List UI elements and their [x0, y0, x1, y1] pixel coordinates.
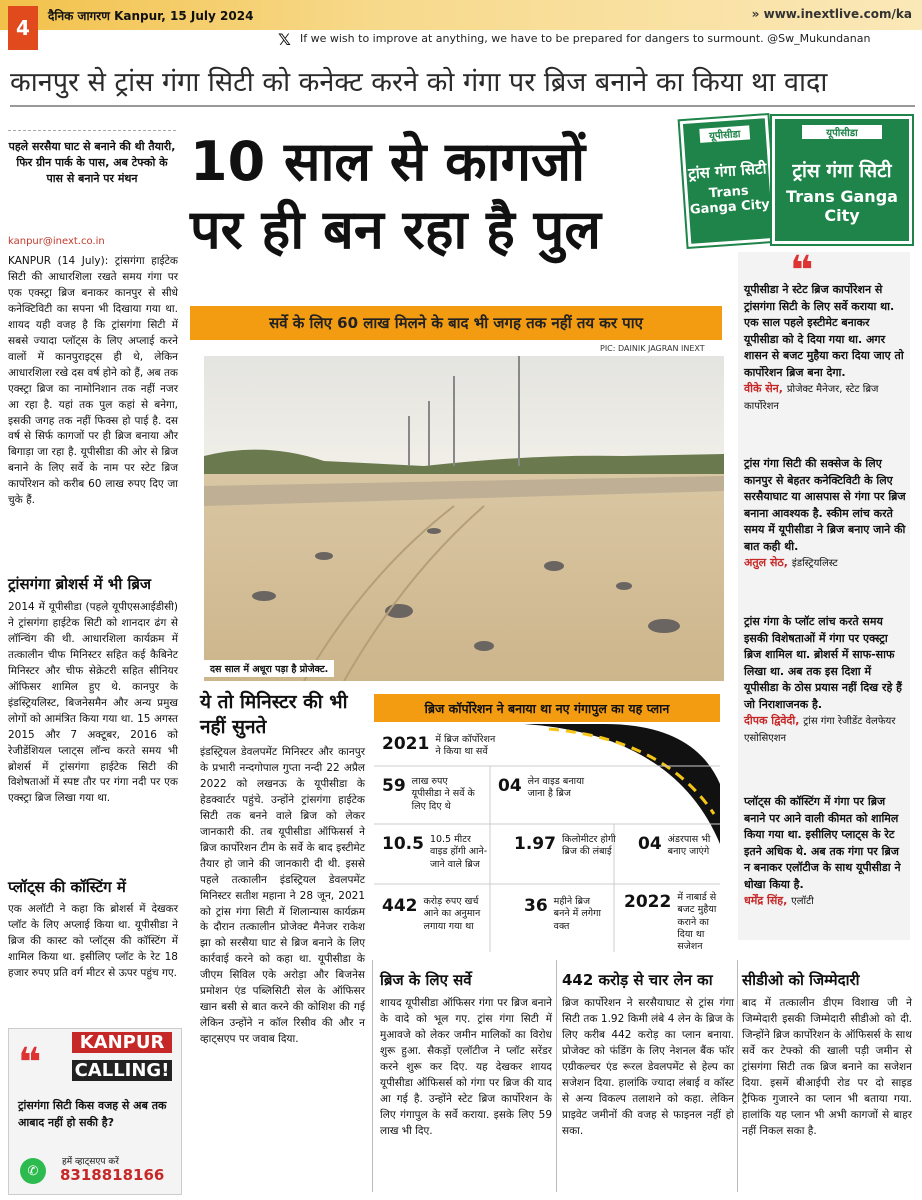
- plan-stat: [382, 776, 478, 813]
- photo-credit: PIC: DAINIK JAGRAN INEXT: [600, 344, 705, 353]
- article-para-3: एक अलॉटी ने कहा कि ब्रोशर्स में देखकर प्लॉट के लिए अप्लाई किया था. यूपीसीडा ने ब्रिज की कास्ट को प्लॉट्स की कॉस्टिंग में शामिल किया था. इसीलिए प्लॉट के रेट 18 हजार रुपए प्रति वर्ग मीटर से ऊपर पहुंच गए.: [8, 903, 178, 979]
- whatsapp-icon: ✆: [20, 1158, 46, 1184]
- plan-stat: [524, 896, 606, 933]
- quote-name: अतुल सेठ,: [744, 556, 788, 569]
- main-subhead: सर्वे के लिए 60 लाख मिलने के बाद भी जगह तक नहीं तय कर पाए: [190, 306, 722, 340]
- plan-stat: [624, 892, 727, 954]
- quote-block: [744, 794, 906, 910]
- column-divider: [737, 960, 738, 1192]
- masthead: दैनिक जागरण Kanpur, 15 July 2024: [48, 9, 254, 23]
- quote-text: प्लॉट्स की कॉस्टिंग में गंगा पर ब्रिज बनाने पर आने वाली कीमत को शामिल किया गया था. इसीलिए प्लाट्स के रेट इतने अधिक थे. अब तक गंगा पर ब्रिज न बनाकर एलॉटीज के साथ यूपीसीडा ने धोखा किया है.: [744, 795, 901, 891]
- quote-text: यूपीसीडा ने स्टेट ब्रिज कार्पोरेशन से ट्रांसगंगा सिटी के लिए सर्वे कराया था. एक साल पहले इस्टीमेट बनाकर यूपीसीडा को दे दिया गया था. अगर शासन से बजट मुहैया करा दिया जाए तो कार्पोरेशन ब्रिज बना देगा.: [744, 283, 904, 379]
- plan-stat: [498, 776, 594, 801]
- quote-line: If we wish to improve at anything, we have to be prepared for dangers to surmount. @Sw_Mukundanan: [300, 32, 871, 45]
- cdo-article: बाद में तत्कालीन डीएम विशाख जी ने जिम्मेदारी इसकी जिम्मेदारी सीडीओ को दी. जिन्होंने ब्रिज कार्पोरेशन के ऑफिसर्स के साथ सर्वे कर टेफ्को की खाली पड़ी जमीन से ट्रांसगंगा सिटी तक ब्रिज बनाने का सजेशन दिया. इसमें बीआईपी रोड पर दो साइड ट्रैफिक गुजारने का प्लान भी बताया गया. हालांकि यह प्लान भी अभी कागजों से बाहर नहीं निकल सका है.: [742, 997, 912, 1137]
- plan-infobox: [374, 724, 720, 952]
- cdo-heading: सीडीओ को जिम्मेदारी: [742, 971, 860, 989]
- site-photo: [204, 356, 724, 681]
- whatsapp-label: हमें व्हाट्सएप करें: [62, 1157, 119, 1167]
- email-link[interactable]: kanpur@inext.co.in: [8, 236, 105, 247]
- stat-label: में ब्रिज कॉर्पोरेशन ने किया था सर्वे: [435, 734, 496, 758]
- stat-number: 2021: [382, 734, 430, 754]
- quote-text: ट्रांस गंगा के प्लॉट लांच करते समय इसकी विशेषताओं में गंगा पर एक्स्ट्रा ब्रिज शामिल था. ब्रोशर्स में साफ-साफ लिखा था. अब तक इस दिशा में यूपीसीडा के ठोस प्रयास नहीं दिख रहे हैं जो निराशाजनक है.: [744, 615, 903, 711]
- plan-stat: [514, 834, 618, 859]
- stat-number: 04: [638, 834, 662, 854]
- calling-question: ट्रांसगंगा सिटी किस वजह से अब तक आबाद नहीं हो सकी है?: [18, 1099, 167, 1129]
- quote-role: ट्रांस गंगा रेजीडेंट वेलफेयर एसोसिएशन: [744, 716, 896, 744]
- stat-label: 10.5 मीटर वाइड होंगी आने-जाने वाले ब्रिज: [429, 834, 488, 870]
- stat-label: किलोमीटर होगी ब्रिज की लंबाई: [561, 834, 616, 858]
- plan-stat: [638, 834, 712, 859]
- sign-logo: यूपीसीडा: [700, 125, 750, 142]
- x-logo-icon: 𝕏: [278, 30, 291, 49]
- column-divider: [372, 960, 373, 1192]
- four-lane-heading: 442 करोड़ से चार लेन का: [562, 971, 713, 989]
- page-number: 4: [8, 6, 38, 50]
- plan-stat: [382, 834, 488, 871]
- stat-label: अंडरपास भी बनाए जाएंगे: [667, 834, 711, 858]
- headline-line-1: 10 साल से कागजों: [190, 130, 586, 193]
- article-para-2: 2014 में यूपीसीडा (पहले यूपीएसआईडीसी) ने ट्रांसगंगा हाईटेक सिटी को शानदार ढंग से लॉन्चिंग की थी. आधारशिला कार्यक्रम में तत्कालीन चीफ मिनिस्टर सहित कई कैबिनेट मिनिस्टर और चीफ सेक्रेटरी सहित सीनियर ऑफिसर शामिल हुए थे. कानपुर के इंडस्ट्रियलिस्ट, बिजनेसमैन और अन्य प्रमुख लोगों को आमंत्रित किया गया था. 15 अगस्त 2015 और 7 अक्टूबर, 2016 को रेजीडेंशियल प्लाट्स लॉन्च करते समय भी ब्रोशर्स में ट्रांसगंगा हाईटेक सिटी की विशेषताओं में स्पष्ट तौर पर गंगा नदी पर एक एक्स्ट्रा ब्रिज लिखा गया था.: [8, 601, 178, 805]
- stat-label: करोड़ रुपए खर्च आने का अनुमान लगाया गया था: [423, 896, 481, 932]
- sign-english: Trans Ganga City: [689, 183, 771, 218]
- quote-block: [744, 282, 906, 414]
- stat-number: 04: [498, 776, 522, 796]
- whatsapp-number[interactable]: 8318818166: [60, 1166, 165, 1184]
- column-divider: [556, 960, 557, 1192]
- quote-role: प्रोजेक्ट मैनेजर, स्टेट ब्रिज कार्पोरेशन: [744, 384, 879, 412]
- website-link[interactable]: » www.inextlive.com/ka: [751, 7, 912, 21]
- side-summary: पहले सरसैया घाट से बनाने की थी तैयारी, फिर ग्रीन पार्क के पास, अब टेफ्को के पास से बनाने पर मंथन: [8, 130, 176, 187]
- calling-title-2: CALLING!: [72, 1060, 172, 1081]
- plan-stat: [382, 734, 501, 759]
- four-lane-article: ब्रिज कार्पोरेशन ने सरसैयाघाट से ट्रांस गंगा सिटी तक 1.92 किमी लंबे 4 लेन के ब्रिज के लिए करीब 442 करोड़ का प्लान बनाया. प्रोजेक्ट को फंडिंग के लिए नेशनल बैंक फॉर एग्रीकल्चर एंड रूरल डेवलपमेंट से हेल्प का सजेशन दिया. हालांकि ज्यादा लंबाई व कॉस्ट से अन्य विकल्प तलाशने को कहा. लेकिन प्राइवेट जमीनों की वजह से फाइनल नहीं हो सका.: [562, 997, 734, 1137]
- headline-line-2: पर ही बन रहा है पुल: [190, 197, 601, 261]
- quote-text: ट्रांस गंगा सिटी की सक्सेज के लिए कानपुर से बेहतर कनेक्टिविटी के लिए सरसैयाघाट या आसपास से गंगा पर ब्रिज बनाना आवश्यक है. स्कीम लांच करते समय में यूपीसीडा ने ब्रिज बनाए जाने की बात कही थी.: [744, 457, 906, 553]
- stat-label: महीने ब्रिज बनने में लगेगा वक्त: [553, 896, 601, 932]
- quote-name: वीके सेन,: [744, 382, 783, 395]
- photo-caption: दस साल में अधूरा पड़ा है प्रोजेक्ट.: [204, 660, 334, 677]
- quote-role: इंडस्ट्रियलिस्ट: [791, 558, 838, 569]
- stat-label: लेन वाइड बनाया जाना है ब्रिज: [527, 776, 585, 800]
- quote-mark-icon: ❝: [18, 1040, 42, 1086]
- sandy-ground-image: [204, 356, 724, 681]
- sign-hindi: ट्रांस गंगा सिटी: [792, 160, 892, 182]
- sign-english: Trans Ganga City: [786, 187, 898, 225]
- quote-name: दीपक द्विवेदी,: [744, 714, 800, 727]
- stat-label: में नाबार्ड से बजट मुहैया कराने का दिया था सजेशन: [677, 892, 717, 953]
- survey-heading: ब्रिज के लिए सर्वे: [380, 971, 472, 989]
- calling-title-1: KANPUR: [72, 1032, 172, 1053]
- stat-number: 2022: [624, 892, 672, 912]
- stat-number: 36: [524, 896, 548, 916]
- trans-ganga-sign-small: [680, 115, 777, 247]
- stat-label: लाख रुपए यूपीसीडा ने सर्वे के लिए दिए थे: [411, 776, 475, 812]
- stat-number: 1.97: [514, 834, 556, 854]
- minister-article: इंडस्ट्रियल डेवलपमेंट मिनिस्टर और कानपुर के प्रभारी नन्दगोपाल गुप्ता नन्दी 22 अप्रैल 2022 को लखनऊ के यूपीसीडा के हेडक्वार्टर पहुंचे. उन्होंने ट्रांसगंगा हाईटेक सिटी तक बनने वाले ब्रिज को लेकर जानकारी की. तब यूपीसीडा ऑफिसर्स ने ब्रिज कार्पोरेशन टीम के सर्वे के बाद इस्टीमेट तैयार हो जाने की जानकारी दी थी. इससे पहले तत्कालीन इंडस्ट्रियल डेवलपमेंट मिनिस्टर सतीश महाना ने 28 जून, 2021 को ट्रांस गंगा सिटी में शिलान्यास कार्यक्रम के दौरान तत्कालीन प्रोजेक्ट मैनेजर राकेश झा को सरसैया घाट से ब्रिज बनाने के लिए कार्रवाई करने को कहा था. यूपीसीडा के जीएम सिविल एके अरोड़ा और बिजनेस प्रमोशन एंड पब्लिसिटी सेल के ऑफिसर खान बसी से बात करने की कोशिश की गई लेकिन उन्होंने न कॉल रिसीव की और न व्हाट्सएप पर जवाब दिया.: [200, 746, 365, 1046]
- plan-stat: [382, 896, 490, 933]
- plan-heading: ब्रिज कॉर्पोरेशन ने बनाया था नए गंगापुल का यह प्लान: [374, 694, 720, 722]
- quote-name: धर्मेंद्र सिंह,: [744, 894, 788, 907]
- kicker-headline: कानपुर से ट्रांस गंगा सिटी को कनेक्ट करने को गंगा पर ब्रिज बनाने का किया था वादा: [10, 62, 915, 107]
- quote-block: [744, 456, 906, 572]
- quote-block: [744, 614, 906, 746]
- subhead-brochures: ट्रांसगंगा ब्रोशर्स में भी ब्रिज: [8, 575, 152, 593]
- main-headline: [190, 128, 690, 263]
- quote-mark-icon: ❝: [790, 248, 814, 294]
- subhead-plot-costing: प्लॉट्स की कॉस्टिंग में: [8, 878, 126, 896]
- article-para-1: KANPUR (14 July): ट्रांसगंगा हाईटेक सिटी की आधारशिला रखते समय गंगा पर एक एक्स्ट्रा ब्रिज बनाकर कानपुर से सीधे कनेक्टिविटी का सपना भी दिखाया गया था. शायद यही वजह है कि ट्रांसगंगा सिटी में सबसे ज्यादा प्लॉट्स के लिए अप्लाई करने वालों में कानपुराइट्स ही थे, लेकिन आधारशिला रखे दस वर्ष होने को हैं, अब तक एक्स्ट्रा ब्रिज का नामोनिशान तक नहीं नजर आ रहा है. यहां तक पुल कहां से बनेगा, इसकी जगह तक नहीं फिक्स हो पाई है. दस वर्ष से सिर्फ कागजों पर ही ब्रिज बनाया और बिगाड़ा जा रहा है. यूपीसीडा की ओर से ब्रिज बनाने के लिए सर्वे के नाम पर स्टेट ब्रिज कार्पोरेशन को करीब 60 लाख रुपए दिए जा चुके हैं.: [8, 255, 178, 507]
- minister-headline: ये तो मिनिस्टर की भी नहीं सुनते: [200, 691, 348, 738]
- sign-logo: यूपीसीडा: [802, 125, 882, 139]
- survey-article: शायद यूपीसीडा ऑफिसर गंगा पर ब्रिज बनाने के वादे को भूल गए. ट्रांस गंगा सिटी में मुआवजे को लेकर जमीन मालिकों का विरोध शुरू हुआ. सैकड़ों एलॉटीज ने प्लॉट सरेंडर करने शुरू कर दिए. यह देखकर शायद यूपीसीडा ऑफिसर्स को गंगा पर ब्रिज की याद आ गई है. उन्होंने स्टेट ब्रिज कार्पोरेशन के लिए गंगापुल के सर्वे कराया. इसके लिए 59 लाख भी दिए.: [380, 997, 552, 1137]
- quote-role: एलॉटी: [791, 896, 814, 907]
- stat-number: 442: [382, 896, 418, 916]
- sign-hindi: ट्रांस गंगा सिटी: [687, 159, 767, 183]
- stat-number: 10.5: [382, 834, 424, 854]
- trans-ganga-sign-large: [772, 116, 912, 244]
- stat-number: 59: [382, 776, 406, 796]
